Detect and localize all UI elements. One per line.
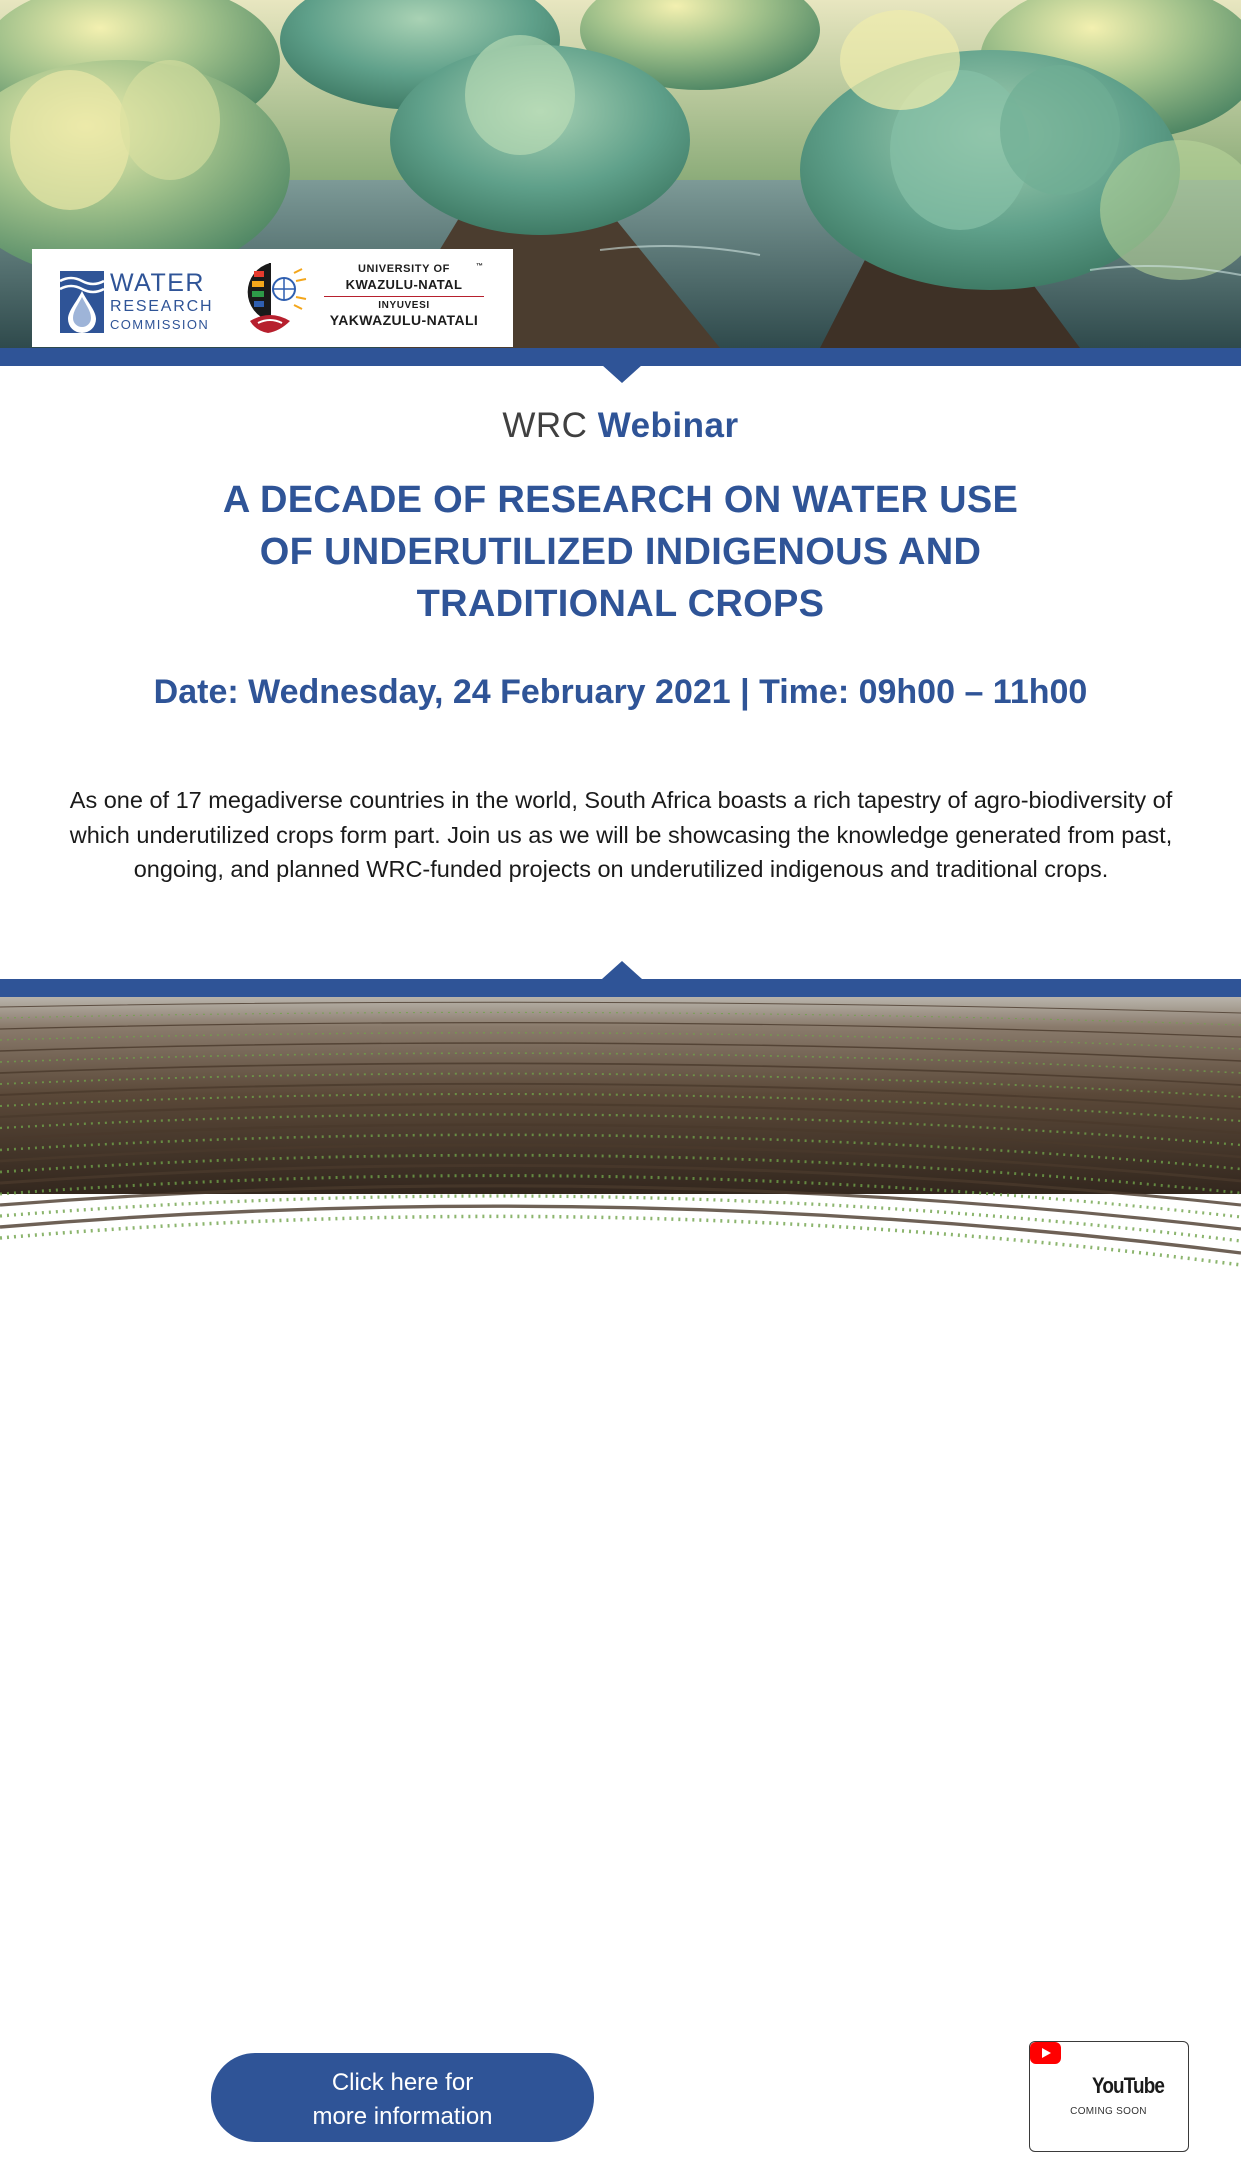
ploughed-field-illustration (0, 997, 1241, 1194)
webinar-title (120, 474, 1121, 630)
youtube-coming-soon-badge[interactable] (1021, 2033, 1197, 2160)
wrc-logo (60, 271, 220, 333)
divider-notch-up (602, 961, 642, 979)
hero-field-image (0, 997, 1241, 2130)
wrc-logo-line1: WATER (110, 269, 205, 297)
bottom-divider-bar (0, 979, 1241, 997)
youtube-wordmark: YouTube (1092, 2073, 1165, 2098)
field-furrow (0, 1206, 1241, 1253)
ukzn-logo-divider (324, 296, 484, 297)
divider-notch-down (602, 365, 642, 383)
kicker-plain: WRC (502, 406, 598, 445)
field-furrow (0, 1216, 1241, 1265)
event-description: As one of 17 megadiverse countries in the world, South Africa boasts a rich tapestry of agro-biodiversity of which underutilized crops form part. Join us as we will be showcasing the knowledge generated from past, ongoing, and planned WRC-funded projects on underutilized indigenous and traditional crops. (69, 787, 1173, 882)
title-line: A DECADE OF RESEARCH ON WATER USE (222, 479, 1019, 521)
youtube-play-icon (1030, 2042, 1061, 2064)
trademark-mark: ™ (476, 263, 483, 270)
youtube-status: COMING SOON (1070, 2106, 1147, 2117)
ukzn-logo-line1: UNIVERSITY OF (358, 263, 450, 275)
wrc-logo-line2: RESEARCH (110, 298, 214, 315)
cta-line1: Click here for (331, 2069, 474, 2096)
kicker-bold: Webinar (597, 406, 739, 445)
ukzn-logo-line4: YAKWAZULU-NATALI (329, 312, 479, 328)
hero-cabbage-image (0, 0, 1241, 348)
wrc-logo-line3: COMMISSION (110, 317, 210, 332)
top-divider-bar (0, 348, 1241, 366)
title-line: TRADITIONAL CROPS (416, 583, 825, 625)
more-information-button[interactable] (209, 2051, 596, 2144)
partner-logos-box (32, 249, 513, 347)
ukzn-logo-line2: KWAZULU-NATAL (345, 277, 463, 292)
ukzn-logo (240, 259, 500, 339)
webinar-kicker (0, 406, 1241, 446)
cta-line2: more information (312, 2103, 493, 2130)
title-line: OF UNDERUTILIZED INDIGENOUS AND (259, 531, 982, 573)
water-drop-icon (60, 271, 104, 333)
youtube-badge-frame (1029, 2041, 1189, 2152)
ukzn-logo-line3: INYUVESI (378, 300, 430, 311)
ukzn-crest-icon (240, 259, 310, 337)
field-furrow (0, 1196, 1241, 1241)
event-datetime: Date: Wednesday, 24 February 2021 | Time: 09h00 – 11h00 (153, 673, 1088, 711)
